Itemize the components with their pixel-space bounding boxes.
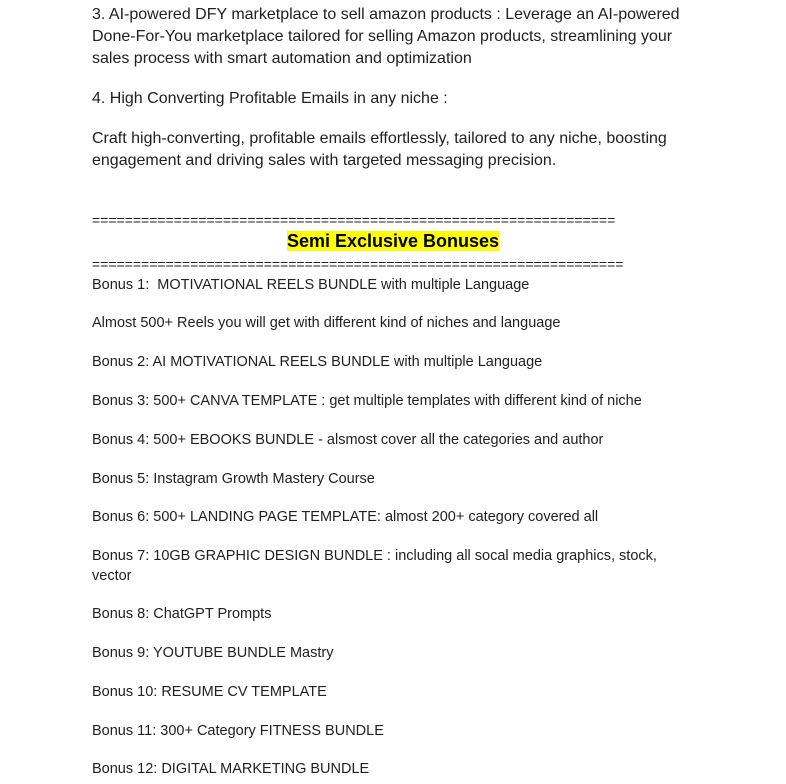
bonus-item: Bonus 6: 500+ LANDING PAGE TEMPLATE: almost 200+ category covered all: [92, 509, 599, 525]
section-heading: [92, 229, 694, 253]
bonus-item: Bonus 8: ChatGPT Prompts: [92, 606, 272, 622]
bonus-item: Bonus 7: 10GB GRAPHIC DESIGN BUNDLE : including all socal media graphics, stock, vector: [92, 548, 661, 584]
bonus-item: Bonus 12: DIGITAL MARKETING BUNDLE: [92, 761, 370, 777]
feature-item-4-title: 4. High Converting Profitable Emails in any niche :: [92, 90, 448, 107]
bonus-item: Bonus 11: 300+ Category FITNESS BUNDLE: [92, 723, 384, 739]
bonus-item: Bonus 10: RESUME CV TEMPLATE: [92, 684, 327, 700]
bonus-item: Almost 500+ Reels you will get with different kind of niches and language: [92, 315, 561, 331]
bonus-item: Bonus 4: 500+ EBOOKS BUNDLE - alsmost cover all the categories and author: [92, 432, 604, 448]
bonus-item: Bonus 9: YOUTUBE BUNDLE Mastry: [92, 645, 334, 661]
divider-bottom: =================================================================: [92, 256, 624, 272]
feature-item-3: 3. AI-powered DFY marketplace to sell amazon products : Leverage an AI-powered Done-For-You marketplace tailored for selling Amazon products, streamlining your sales process with smart automation and optimization: [92, 6, 685, 67]
bonus-item: Bonus 3: 500+ CANVA TEMPLATE : get multiple templates with different kind of niche: [92, 393, 642, 409]
bonus-item: Bonus 5: Instagram Growth Mastery Course: [92, 471, 375, 487]
divider-top: ================================================================: [92, 212, 616, 228]
bonus-item: Bonus 2: AI MOTIVATIONAL REELS BUNDLE with multiple Language: [92, 354, 543, 370]
feature-item-4-description: Craft high-converting, profitable emails effortlessly, tailored to any niche, boosting engagement and driving sales with targeted messaging precision.: [92, 130, 672, 169]
bonus-item: Bonus 1: MOTIVATIONAL REELS BUNDLE with multiple Language: [92, 277, 530, 293]
section-heading-text: Semi Exclusive Bonuses: [286, 231, 500, 251]
